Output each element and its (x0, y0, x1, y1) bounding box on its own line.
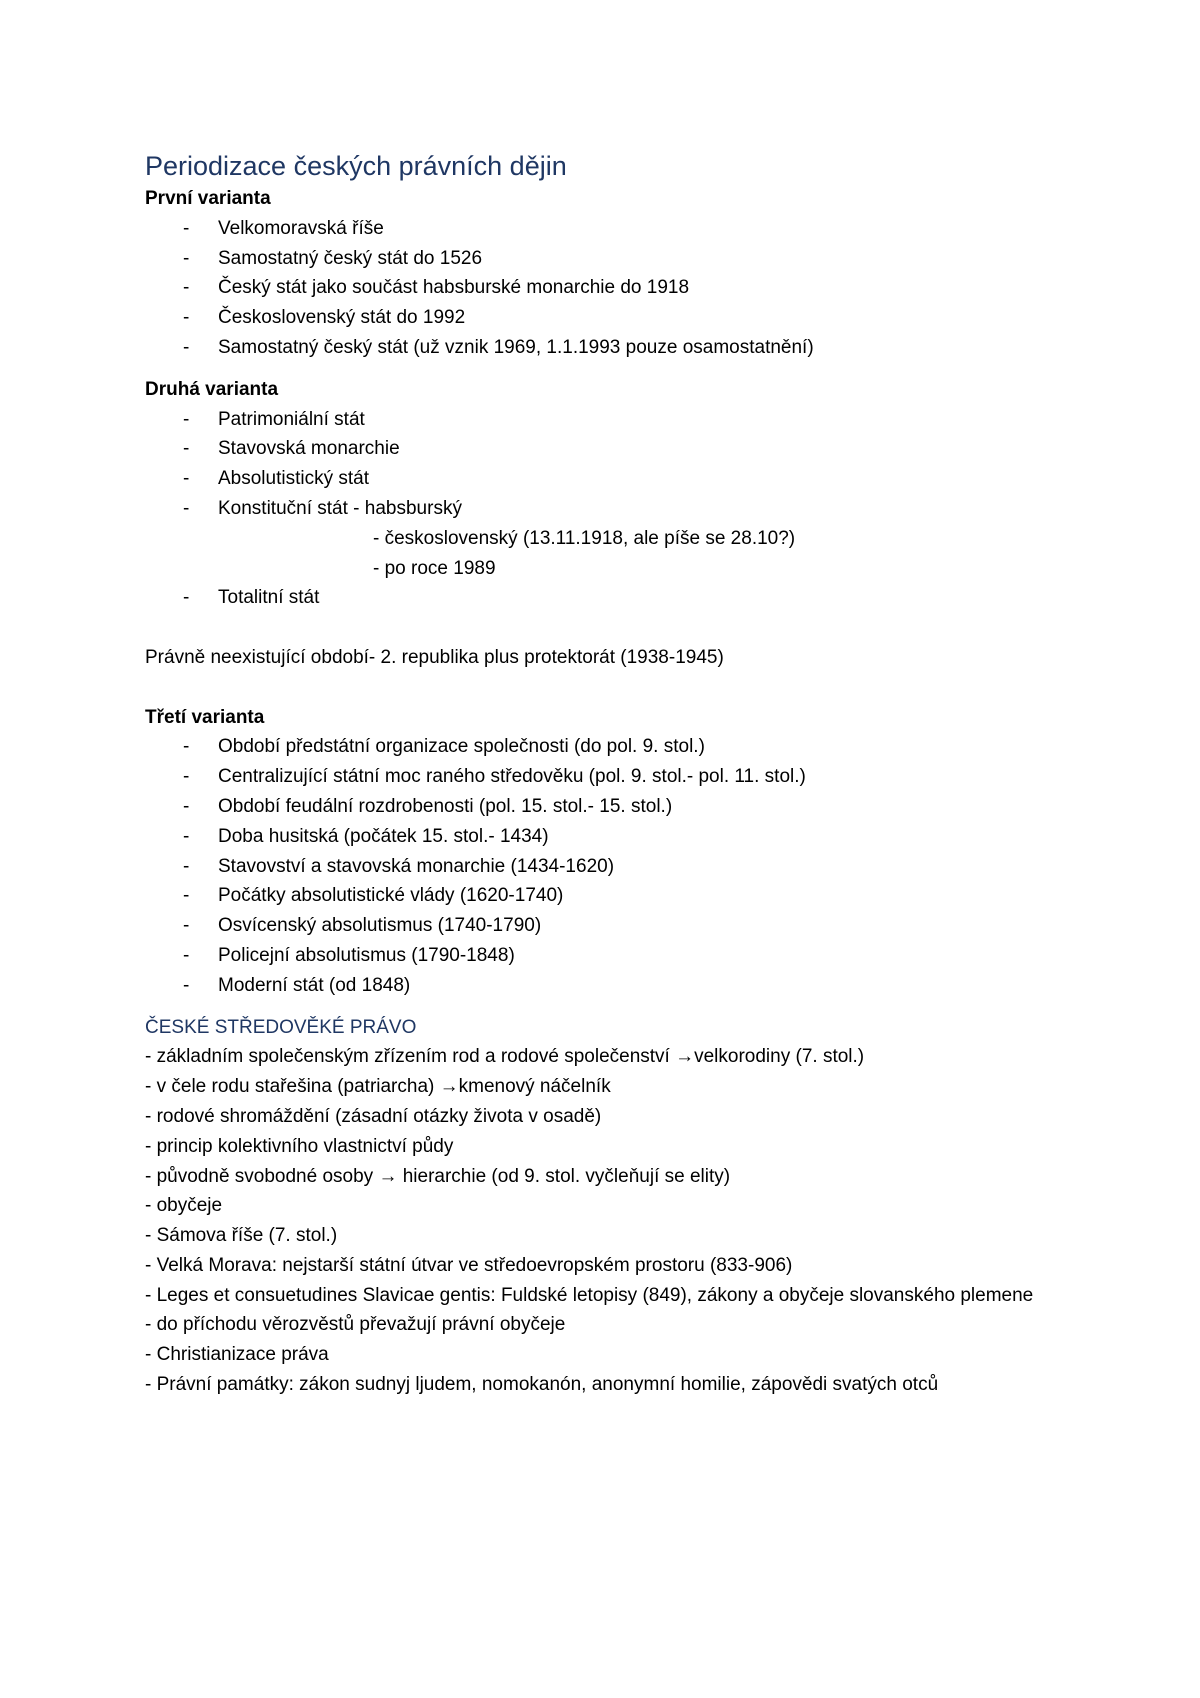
section-line: - základním společenským zřízením rod a rodové společenství →velkorodiny (7. stol.) (145, 1046, 865, 1068)
list-item: - Totalitní stát (183, 587, 320, 609)
section-line: - Právní památky: zákon sudnyj ljudem, nomokanón, anonymní homilie, zápovědi svatých otců (145, 1374, 939, 1396)
document-title: Periodizace českých právních dějin (145, 151, 567, 181)
continuation-line: - československý (13.11.1918, ale píše se 28.10?) (373, 527, 796, 549)
section-heading: ČESKÉ STŘEDOVĚKÉ PRÁVO (145, 1016, 417, 1038)
variant2-heading: Druhá varianta (145, 378, 279, 400)
variant3-list (145, 732, 1045, 1000)
continuation-line: - po roce 1989 (373, 557, 496, 579)
variant2-list (145, 405, 1045, 524)
variant1-heading: První varianta (145, 188, 271, 209)
section-line: - Christianizace práva (145, 1344, 329, 1366)
section-line: - princip kolektivního vlastnictví půdy (145, 1135, 454, 1157)
list-item: - Absolutistický stát (183, 468, 369, 490)
list-item: - Počátky absolutistické vlády (1620-1740) (183, 885, 564, 907)
list-item: - Československý stát do 1992 (183, 307, 466, 329)
list-item: - Patrimoniální stát (183, 408, 365, 430)
section-line: - Velká Morava: nejstarší státní útvar ve středoevropském prostoru (833-906) (145, 1254, 793, 1276)
list-item: - Konstituční stát - habsburský (183, 497, 462, 519)
list-item: - Stavovská monarchie (183, 438, 400, 460)
variant1-list (145, 214, 1045, 363)
list-item: - Osvícenský absolutismus (1740-1790) (183, 915, 542, 937)
list-item: - Samostatný český stát (už vznik 1969, 1.1.1993 pouze osamostatnění) (183, 336, 814, 358)
section-line: - v čele rodu stařešina (patriarcha) →kmenový náčelník (145, 1076, 611, 1098)
section-line: - původně svobodné osoby → hierarchie (od 9. stol. vyčleňují se elity) (145, 1165, 731, 1187)
spacer (145, 1001, 1045, 1013)
list-item: - Samostatný český stát do 1526 (183, 247, 483, 269)
spacer (145, 673, 1045, 703)
list-item: - Stavovství a stavovská monarchie (1434-1620) (183, 855, 615, 877)
list-item: - Moderní stát (od 1848) (183, 974, 411, 996)
list-item: - Velkomoravská říše (183, 217, 384, 239)
list-item: - Český stát jako součást habsburské monarchie do 1918 (183, 277, 690, 299)
section-line: - do příchodu věrozvěstů převažují právní obyčeje (145, 1314, 566, 1336)
list-item: - Policejní absolutismus (1790-1848) (183, 944, 515, 966)
section-line: - rodové shromáždění (zásadní otázky života v osadě) (145, 1105, 602, 1127)
document-content (145, 148, 1045, 1400)
variant2-list-end (145, 583, 1045, 613)
spacer (145, 613, 1045, 643)
section-line: - Sámova říše (7. stol.) (145, 1225, 338, 1247)
list-item: - Období feudální rozdrobenosti (pol. 15. stol.- 15. stol.) (183, 795, 673, 817)
variant3-heading: Třetí varianta (145, 706, 265, 728)
list-item: - Doba husitská (počátek 15. stol.- 1434) (183, 825, 549, 847)
list-item: - Centralizující státní moc raného středověku (pol. 9. stol.- pol. 11. stol.) (183, 766, 806, 788)
section-line: - Leges et consuetudines Slavicae gentis: Fuldské letopisy (849), zákony a obyčeje slovanského plemene (145, 1284, 1034, 1306)
list-item: - Období předstátní organizace společnosti (do pol. 9. stol.) (183, 736, 705, 758)
section-line: - obyčeje (145, 1195, 223, 1217)
note-line: Právně neexistující období- 2. republika plus protektorát (1938-1945) (145, 646, 724, 668)
spacer (145, 363, 1045, 375)
